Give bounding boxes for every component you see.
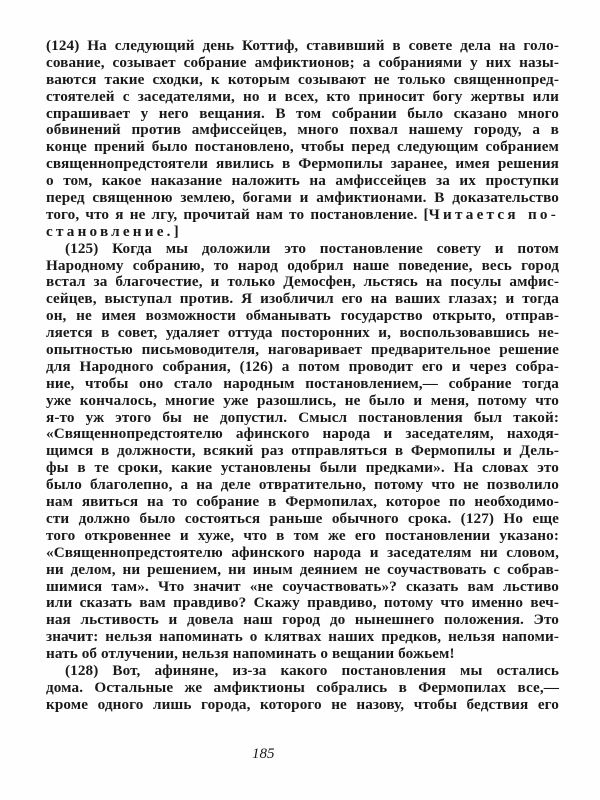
text-line: (128) Вот, афиняне, из-за какого постановления мы остались: [65, 661, 559, 679]
text-line: я-то уж этого бы не допустил. Смысл постановления был такой:: [46, 408, 559, 426]
page-number: 185: [252, 746, 275, 762]
text-line: было благолепно, а на деле отвратительно, потому что не позволило: [46, 476, 559, 494]
text-line-with-stage-direction: [46, 207, 559, 224]
body-text: [46, 38, 559, 714]
text-line: (124) На следующий день Коттиф, ставивший в совете дела на голо-: [46, 37, 559, 54]
text-line: стоятелей с заседателями, но и всех, кто приносит богу жертвы или: [46, 87, 559, 105]
text-line: нать об отлучении, нельзя напоминать о вещании божьем!: [46, 645, 455, 663]
text-line: сти должно было состояться раньше обычного срока. (127) Но еще: [46, 509, 559, 527]
stage-direction-bracket: ]: [173, 222, 179, 240]
text-line: о том, какое наказание наложить на амфиссейцев за их проступки: [46, 172, 559, 190]
text-line: ние, чтобы оно стало народным постановлением,— собрание тогда: [46, 374, 559, 392]
text-line: опытностью письмоводителя, наговаривает предварительное решение: [46, 341, 559, 359]
text-line: уже кончалось, многие уже разошлись, не было и меня, потому что: [46, 391, 559, 409]
text-line: ная льстивость и довела наш город до нынешнего положения. Это: [46, 611, 559, 629]
paragraph-128: [46, 663, 559, 714]
text-line: для Народного собрания, (126) а потом проводит его и через собра-: [46, 357, 559, 375]
text-line: он, не имея возможности обманывать государство открыто, отправ-: [46, 307, 559, 325]
text-line: фы в те сроки, какие установлены были предками». На словах это: [46, 459, 559, 477]
text-line: или сказать вам правдиво? Скажу правдиво, потому что именно веч-: [46, 594, 559, 612]
stage-direction: Читается по-: [428, 205, 559, 223]
text-line: нам явиться на то собрание в Фермопилах, которое по необходимо-: [46, 493, 559, 511]
text-line: того откровеннее и хуже, что в том же его постановлении указано:: [46, 526, 559, 544]
text-line: конце прений было постановлено, чтобы перед следующим собранием: [46, 138, 559, 156]
text-line: встал за благочестие, и только Демосфен, льстясь на посулы амфис-: [46, 273, 559, 291]
text-line: ни делом, ни решением, ни иным деянием не соучаствовать с собрав-: [46, 560, 559, 578]
paragraph-124: [46, 38, 559, 241]
text-line: (125) Когда мы доложили это постановление совету и потом: [65, 239, 559, 257]
text-line: значит: нельзя напоминать о клятвах наших предков, нельзя напоми-: [46, 628, 559, 646]
stage-direction: становление.: [46, 222, 174, 240]
text-line: кроме одного лишь города, которого не назову, чтобы бедствия его: [46, 695, 559, 713]
text-line: ляется в совет, удаляет оттуда посторонних и, воспользовавшись не-: [46, 324, 559, 342]
text-line: перед священною землею, богами и амфиктионами. В доказательство: [46, 189, 559, 207]
text-line: сейцев, выступал против. Я изобличил его на ваших глазах; и тогда: [46, 290, 559, 308]
text-line: «Священнопредстоятелю афинского народа и заседателям ни словом,: [46, 543, 559, 561]
text-line: сование, созывает собрание амфиктионов; а собраниями у них назы-: [46, 53, 559, 71]
paragraph-125: [46, 241, 559, 663]
text-line: щимся в должности, всякий раз отправляться в Фермопилы и Дель-: [46, 442, 559, 460]
text-line: священнопредстоятели явились в Фермопилы заранее, имея решения: [46, 155, 559, 173]
text-line: спрашивает у него вещания. В том собрании было сказано много: [46, 104, 559, 122]
text-line: Народному собранию, то народ одобрил наше поведение, весь город: [46, 256, 559, 274]
text-line: ваются такие сходки, к которым созывают не только священнопред-: [46, 70, 559, 88]
text-line: шимися там». Что значит «не соучаствовать»? сказать вам льстиво: [46, 577, 559, 595]
text-line-with-stage-direction: [46, 224, 559, 241]
text-line: обвинений против амфиссейцев, много похвал нашему городу, а в: [46, 121, 559, 139]
text-line: дома. Остальные же амфиктионы собрались в Фермопилах все,—: [46, 678, 559, 696]
text-line: «Священнопредстоятелю афинского народа и заседателям, находя-: [46, 425, 559, 443]
text-line-prefix: того, что я не лгу, прочитай нам то постановление. [: [46, 205, 429, 223]
